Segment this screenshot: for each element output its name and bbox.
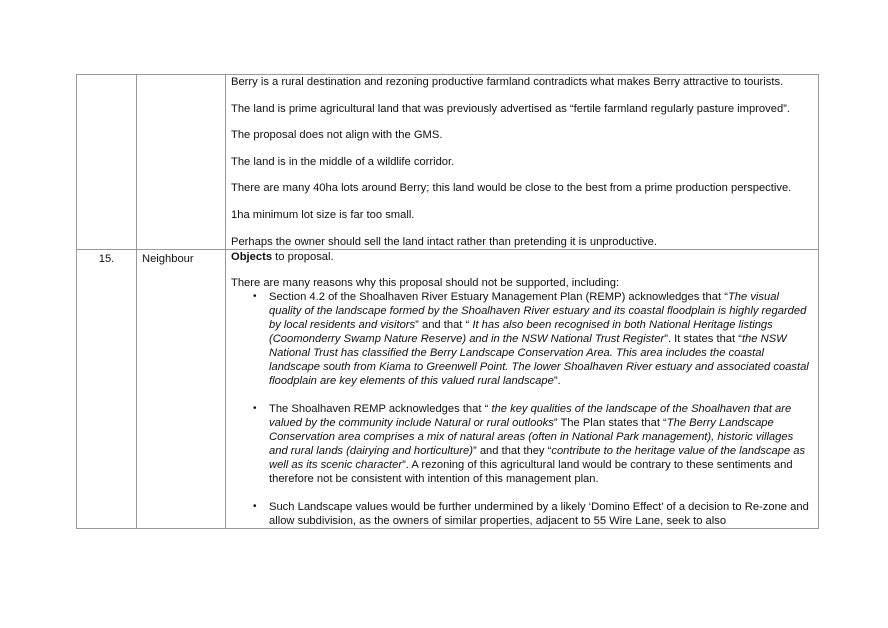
bullet-icon: • [253, 402, 257, 414]
respondent-cell [137, 75, 226, 250]
submission-number-cell [77, 249, 137, 528]
respondent-cell [137, 249, 226, 528]
reasons-intro: There are many reasons why this proposal should not be supported, including: [231, 276, 620, 289]
submission-number: 15. [98, 252, 115, 265]
reason-quote: The Berry Landscape Conservation area comprises a mix of natural areas (often in National Park management), historic villages and rural lands (dairying and horticulture) [269, 416, 794, 457]
reason-text: Section 4.2 of the Shoalhaven River Estuary Management Plan (REMP) acknowledges that “ [269, 290, 728, 303]
reason-quote: the key qualities of the landscape of the Shoalhaven that are valued by the community include Natural or rural outlooks [269, 402, 792, 429]
reason-item-landscape-values [253, 402, 814, 486]
table-row [77, 249, 819, 528]
table-row [77, 75, 819, 250]
submissions-table [76, 74, 819, 529]
reason-text: ” and that they “ [472, 444, 552, 457]
comment-paragraph: Perhaps the owner should sell the land intact rather than pretending it is unproductive. [231, 235, 658, 248]
comment-paragraph: There are many 40ha lots around Berry; this land would be close to the best from a prime production perspective. [231, 182, 792, 195]
reason-text: ” The Plan states that “ [553, 416, 667, 429]
reason-text: The Shoalhaven REMP acknowledges that “ [269, 402, 492, 415]
comment-paragraph: The land is prime agricultural land that was previously advertised as “fertile farmland regularly pasture improved”. [231, 102, 791, 115]
comment-paragraph: The land is in the middle of a wildlife corridor. [231, 155, 455, 168]
submission-number-cell [77, 75, 137, 250]
reason-text: Such Landscape values would be further undermined by a likely ‘Domino Effect’ of a decision to Re-zone and allow subdivision, as the owners of similar properties, adjacent to 55 Wire Lane, seek to also [269, 500, 809, 527]
reason-quote: The visual quality of the landscape formed by the Shoalhaven River estuary and its coastal floodplain is highly regarded by local residents and visitors [269, 290, 807, 331]
reason-text: ”. [553, 374, 561, 387]
objects-text: to proposal. [272, 250, 334, 263]
reason-quote: contribute to the heritage value of the landscape as well as its scenic character [269, 444, 806, 471]
respondent-type: Neighbour [142, 252, 194, 265]
reason-quote: the NSW National Trust has classified the Berry Landscape Conservation Area. This area includes the coastal landscape south from Kiama to Greenwell Point. The lower Shoalhaven River estuary and associated coastal floodplain are key elements of this valued rural landscape [269, 332, 809, 387]
bullet-icon: • [253, 500, 257, 512]
reason-item-remp-section [253, 290, 814, 388]
submission-number [77, 75, 136, 77]
comment-cell [226, 75, 819, 250]
objects-label: Objects [231, 250, 273, 263]
comment-paragraph: 1ha minimum lot size is far too small. [231, 208, 415, 221]
objection-statement [231, 250, 814, 264]
reason-text: ” and that “ [415, 318, 473, 331]
reason-item-domino-effect [253, 500, 814, 528]
reason-text: ”. It states that “ [664, 332, 742, 345]
reason-quote: It has also been recognised in both National Heritage listings (Coomonderry Swamp Nature Reserve) and in the NSW National Trust Register [269, 318, 773, 345]
comment-paragraph: The proposal does not align with the GMS. [231, 129, 443, 142]
reason-text: ”. A rezoning of this agricultural land would be contrary to these sentiments and therefore not be consistent with intention of this management plan. [269, 458, 793, 485]
respondent-type [137, 75, 225, 77]
reasons-list [231, 290, 814, 528]
comment-cell [226, 249, 819, 528]
bullet-icon: • [253, 290, 257, 302]
comment-paragraph: Berry is a rural destination and rezoning productive farmland contradicts what makes Berry attractive to tourists. [231, 76, 784, 88]
